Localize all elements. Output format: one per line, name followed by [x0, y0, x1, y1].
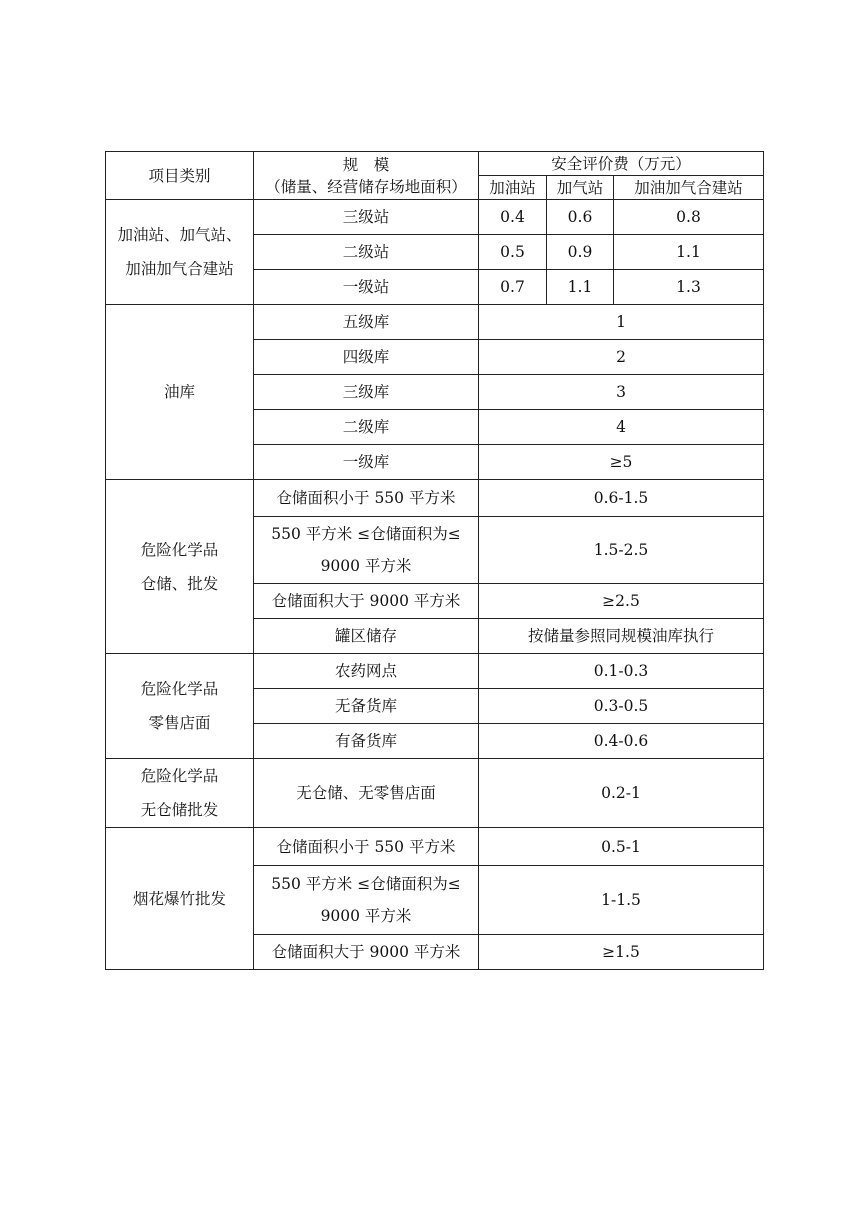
category-line: 危险化学品: [140, 680, 219, 698]
fee-cell: 0.8: [614, 200, 764, 235]
scale-line: 550 平方米 ≤仓储面积为≤: [271, 875, 461, 893]
scale-cell: 有备货库: [254, 724, 479, 759]
fee-cell: 0.7: [479, 270, 547, 305]
scale-cell: 二级站: [254, 235, 479, 270]
category-line: 无仓储批发: [140, 801, 219, 819]
scale-cell: 仓储面积大于 9000 平方米: [254, 935, 479, 970]
scale-cell: 五级库: [254, 305, 479, 340]
category-cell: [106, 654, 254, 759]
header-category: 项目类别: [106, 152, 254, 200]
fee-cell: 3: [479, 375, 764, 410]
category-cell: [106, 480, 254, 654]
category-line: 加油站、加气站、: [117, 226, 242, 244]
scale-line: 9000 平方米: [320, 907, 412, 925]
scale-line: 9000 平方米: [320, 557, 412, 575]
scale-cell: 无仓储、无零售店面: [254, 759, 479, 828]
category-cell: 烟花爆竹批发: [106, 828, 254, 970]
header-col-combined-station: 加油加气合建站: [614, 176, 764, 200]
fee-cell: 0.5: [479, 235, 547, 270]
category-cell: [106, 759, 254, 828]
fee-cell: 4: [479, 410, 764, 445]
category-line: 危险化学品: [140, 540, 219, 559]
fee-cell: 0.5-1: [479, 828, 764, 866]
fee-cell: 1: [479, 305, 764, 340]
fee-cell: 按储量参照同规模油库执行: [479, 619, 764, 654]
table-row: [106, 480, 764, 517]
category-line: 危险化学品: [140, 767, 219, 785]
fee-cell: 1.3: [614, 270, 764, 305]
scale-cell: 一级库: [254, 445, 479, 480]
category-cell: 油库: [106, 305, 254, 480]
fee-cell: 1-1.5: [479, 866, 764, 935]
fee-cell: 2: [479, 340, 764, 375]
header-col-lpg-station: 加气站: [547, 176, 614, 200]
fee-cell: ≥1.5: [479, 935, 764, 970]
fee-cell: ≥5: [479, 445, 764, 480]
scale-cell: 三级站: [254, 200, 479, 235]
fee-cell: 0.2-1: [479, 759, 764, 828]
fee-cell: 0.3-0.5: [479, 689, 764, 724]
fee-cell: 0.9: [547, 235, 614, 270]
header-scale: [254, 152, 479, 200]
header-scale-note: （储量、经营储存场地面积）: [265, 177, 467, 196]
fee-cell: 0.6: [547, 200, 614, 235]
scale-cell: 四级库: [254, 340, 479, 375]
scale-cell: 仓储面积大于 9000 平方米: [254, 584, 479, 619]
fee-cell: 0.6-1.5: [479, 480, 764, 517]
table-row: [106, 759, 764, 828]
scale-cell: 一级站: [254, 270, 479, 305]
category-cell: [106, 200, 254, 305]
fee-cell: 0.4: [479, 200, 547, 235]
header-fee: 安全评价费（万元）: [479, 152, 764, 176]
category-line: 仓储、批发: [140, 574, 219, 593]
fee-cell: 0.1-0.3: [479, 654, 764, 689]
category-line: 零售店面: [148, 714, 211, 732]
safety-evaluation-fee-table: [105, 151, 764, 970]
fee-cell: ≥2.5: [479, 584, 764, 619]
scale-cell: [254, 866, 479, 935]
table-row: [106, 200, 764, 235]
category-line: 加油加气合建站: [125, 260, 234, 278]
table-row: [106, 828, 764, 866]
fee-cell: 0.4-0.6: [479, 724, 764, 759]
scale-cell: 仓储面积小于 550 平方米: [254, 828, 479, 866]
fee-cell: 1.5-2.5: [479, 517, 764, 584]
scale-cell: 农药网点: [254, 654, 479, 689]
scale-cell: [254, 517, 479, 584]
scale-cell: 无备货库: [254, 689, 479, 724]
header-col-gas-station: 加油站: [479, 176, 547, 200]
table-row: [106, 654, 764, 689]
scale-cell: 二级库: [254, 410, 479, 445]
fee-cell: 1.1: [614, 235, 764, 270]
scale-cell: 仓储面积小于 550 平方米: [254, 480, 479, 517]
scale-cell: 三级库: [254, 375, 479, 410]
fee-cell: 1.1: [547, 270, 614, 305]
scale-cell: 罐区储存: [254, 619, 479, 654]
table-row: [106, 305, 764, 340]
header-row-1: [106, 152, 764, 176]
scale-line: 550 平方米 ≤仓储面积为≤: [271, 525, 461, 543]
header-scale-title: 规 模: [342, 155, 390, 174]
